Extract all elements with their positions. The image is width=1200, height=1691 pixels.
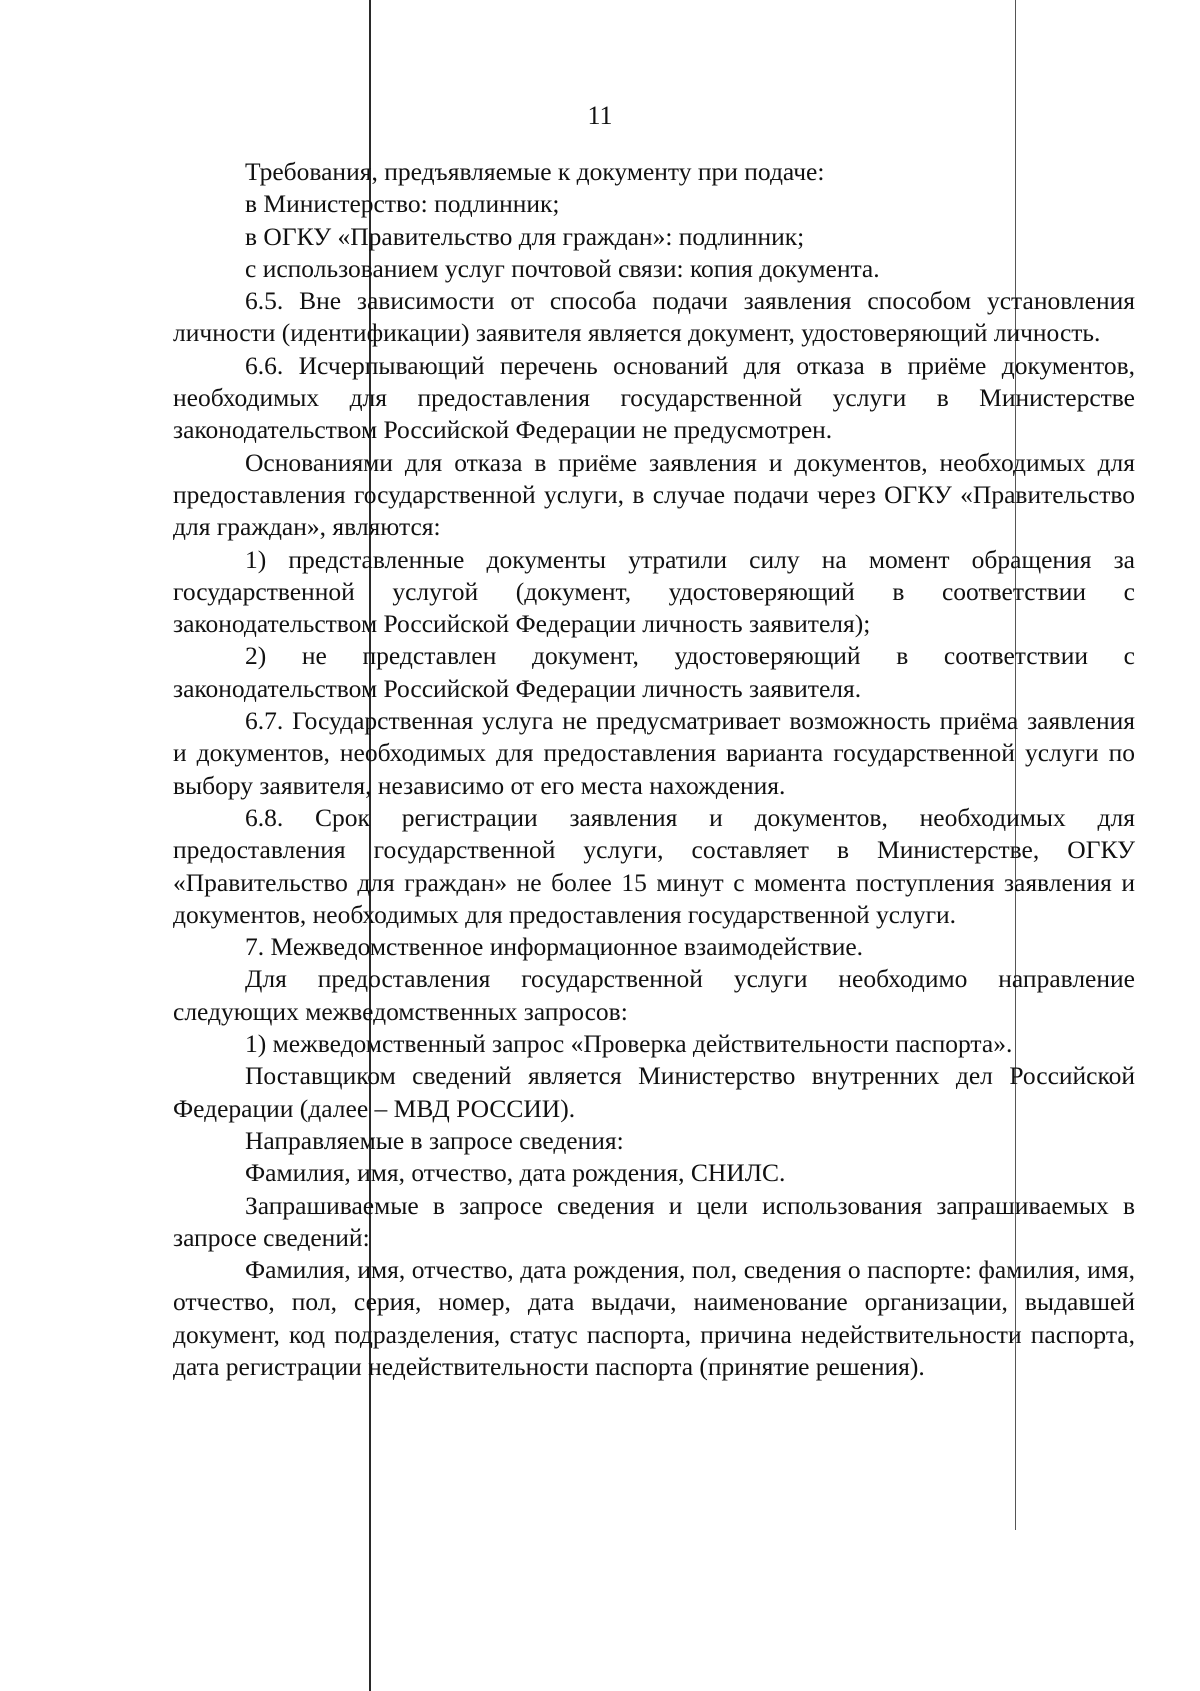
paragraph-ground-1: 1) представленные документы утратили силу на момент обращения за государственной услугой (документ, удостоверяющий в соответствии с законодательством Российской Федерации личность заявителя); — [173, 544, 1135, 639]
paragraph-requested-data: Запрашиваемые в запросе сведения и цели использования запрашиваемых в запросе сведений: — [173, 1190, 1135, 1252]
paragraph-ogku: в ОГКУ «Правительство для граждан»: подлинник; — [245, 221, 805, 251]
paragraph-postal: с использованием услуг почтовой связи: копия документа. — [245, 253, 880, 283]
document-body — [173, 156, 1135, 1383]
paragraph-6-6: 6.6. Исчерпывающий перечень оснований для отказа в приёме документов, необходимых для предоставления государственной услуги в Министерстве законодательством Российской Федерации не предусмотрен. — [173, 350, 1135, 445]
paragraph-requirements: Требования, предъявляемые к документу при подаче: — [245, 157, 825, 186]
paragraph-6-5: 6.5. Вне зависимости от способа подачи заявления способом установления личности (идентификации) заявителя является документ, удостоверяющий личность. — [173, 286, 1135, 348]
paragraph-6-8: 6.8. Срок регистрации заявления и документов, необходимых для предоставления государственной услуги, составляет в Министерстве, ОГКУ «Правительство для граждан» не более 15 минут с момента поступления заявления и документов, необходимых для предоставления государственной услуги. — [173, 802, 1135, 929]
paragraph-request-1: 1) межведомственный запрос «Проверка действительности паспорта». — [245, 1029, 1013, 1059]
paragraph-sent-fields: Фамилия, имя, отчество, дата рождения, СНИЛС. — [245, 1158, 786, 1188]
paragraph-grounds: Основаниями для отказа в приёме заявления и документов, необходимых для предоставления государственной услуги, в случае подачи через ОГКУ «Правительство для граждан», являются: — [173, 447, 1135, 542]
paragraph-requests: Для предоставления государственной услуги необходимо направление следующих межведомственных запросов: — [173, 964, 1135, 1026]
paragraph-provider: Поставщиком сведений является Министерство внутренних дел Российской Федерации (далее – МВД РОССИИ). — [173, 1061, 1135, 1123]
paragraph-7: 7. Межведомственное информационное взаимодействие. — [245, 932, 864, 962]
paragraph-sent-data: Направляемые в запросе сведения: — [245, 1125, 624, 1155]
paragraph-requested-fields: Фамилия, имя, отчество, дата рождения, пол, сведения о паспорте: фамилия, имя, отчество, пол, серия, номер, дата выдачи, наименование организации, выдавшей документ, код подразделения, статус паспорта, причина недействительности паспорта, дата регистрации недействительности паспорта (принятие решения). — [173, 1255, 1135, 1381]
paragraph-ground-2: 2) не представлен документ, удостоверяющий в соответствии с законодательством Российской Федерации личность заявителя. — [173, 641, 1135, 703]
paragraph-ministry: в Министерство: подлинник; — [245, 189, 560, 219]
paragraph-6-7: 6.7. Государственная услуга не предусматривает возможность приёма заявления и документов, необходимых для предоставления варианта государственной услуги по выбору заявителя, независимо от его места нахождения. — [173, 706, 1135, 800]
page-number: 11 — [587, 101, 613, 130]
